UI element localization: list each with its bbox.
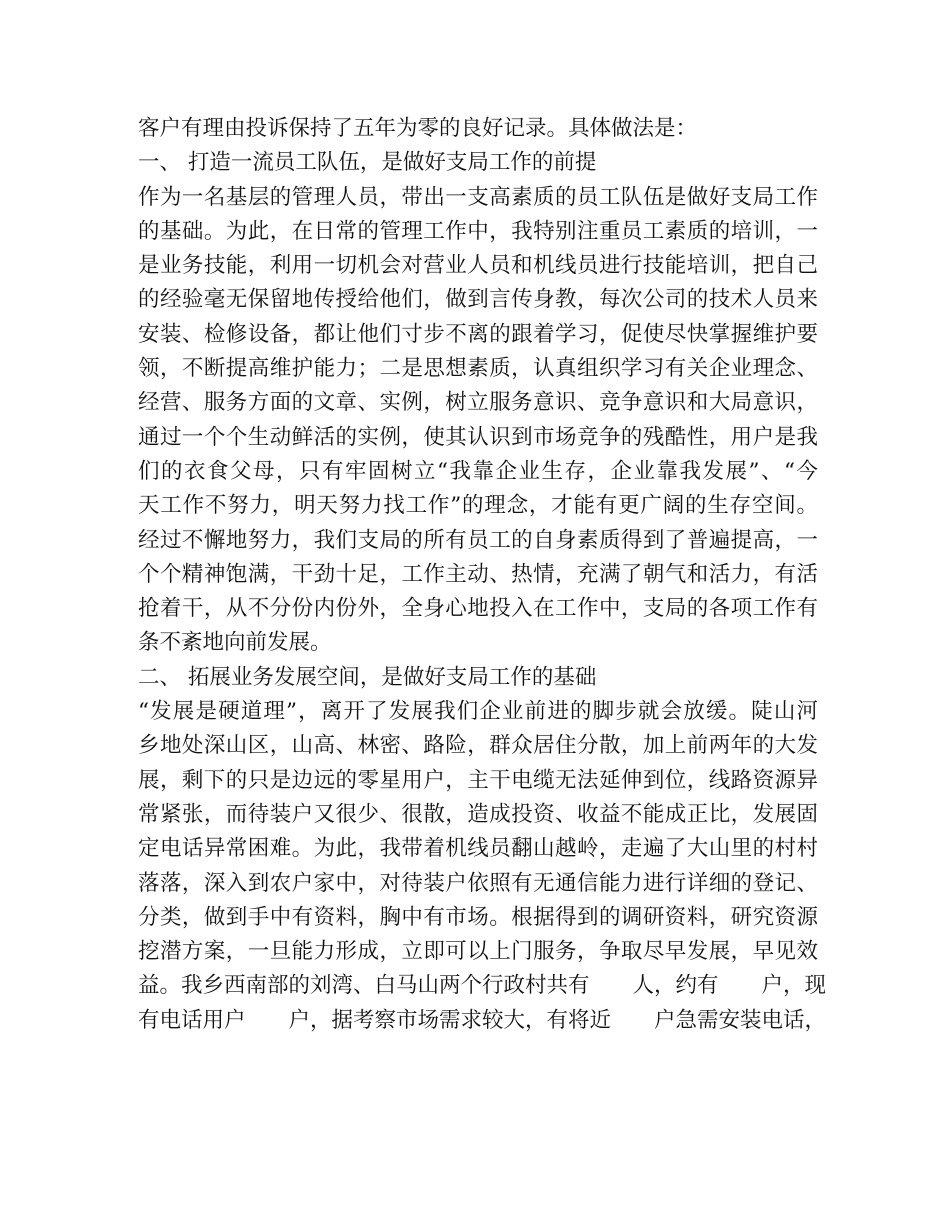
text-line: “发展是硬道理”，离开了发展我们企业前进的脚步就会放缓。陡山河 bbox=[138, 699, 818, 725]
text-line: 常紧张，而待装户又很少、很散，造成投资、收益不能成正比，发展固 bbox=[138, 801, 818, 827]
text-line: 客户有理由投诉保持了五年为零的良好记录。具体做法是： bbox=[138, 116, 698, 141]
text-line: 是业务技能，利用一切机会对营业人员和机线员进行技能培训，把自己 bbox=[138, 253, 818, 279]
text-line: 经过不懈地努力，我们支局的所有员工的自身素质得到了普遍提高，一 bbox=[138, 527, 818, 553]
text-line: 领，不断提高维护能力；二是思想素质，认真组织学习有关企业理念、 bbox=[138, 356, 818, 382]
text-line: 通过一个个生动鲜活的实例，使其认识到市场竞争的残酷性，用户是我 bbox=[138, 424, 818, 450]
text-line: 安装、检修设备，都让他们寸步不离的跟着学习，促使尽快掌握维护要 bbox=[138, 321, 818, 347]
text-line: 的基础。为此，在日常的管理工作中，我特别注重员工素质的培训，一 bbox=[138, 218, 818, 244]
text-line: 挖潜方案，一旦能力形成，立即可以上门服务，争取尽早发展，早见效 bbox=[138, 939, 818, 965]
text-line: 落落，深入到农户家中，对待装户依照有无通信能力进行详细的登记、 bbox=[138, 870, 818, 896]
text-line: 有电话用户 户，据考察市场需求较大，有将近 户急需安装电话， bbox=[138, 1007, 827, 1033]
document-body bbox=[138, 112, 827, 1038]
text-line: 抢着干，从不分份内份外，全身心地投入在工作中，支局的各项工作有 bbox=[138, 596, 818, 622]
section-heading-2: 二、 拓展业务发展空间，是做好支局工作的基础 bbox=[138, 664, 597, 690]
text-line: 展，剩下的只是边远的零星用户，主干电缆无法延伸到位，线路资源异 bbox=[138, 767, 818, 793]
text-line: 经营、服务方面的文章、实例，树立服务意识、竞争意识和大局意识， bbox=[138, 390, 818, 416]
text-line: 们的衣食父母，只有牢固树立“我靠企业生存，企业靠我发展”、“今 bbox=[138, 458, 818, 484]
text-line: 分类，做到手中有资料，胸中有市场。根据得到的调研资料，研究资源 bbox=[138, 904, 818, 930]
text-line: 条不紊地向前发展。 bbox=[138, 630, 332, 656]
text-line: 作为一名基层的管理人员，带出一支高素质的员工队伍是做好支局工作 bbox=[138, 184, 818, 210]
section-heading-1: 一、 打造一流员工队伍，是做好支局工作的前提 bbox=[138, 150, 597, 176]
text-line: 益。我乡西南部的刘湾、白马山两个行政村共有 人，约有 户，现 bbox=[138, 973, 827, 999]
text-line: 乡地处深山区，山高、林密、路险，群众居住分散，加上前两年的大发 bbox=[138, 733, 818, 759]
text-line: 个个精神饱满，干劲十足，工作主动、热情，充满了朝气和活力，有活 bbox=[138, 561, 818, 587]
text-line: 的经验毫无保留地传授给他们，做到言传身教，每次公司的技术人员来 bbox=[138, 287, 818, 313]
text-line: 天工作不努力，明天努力找工作”的理念，才能有更广阔的生存空间。 bbox=[138, 493, 818, 519]
text-line: 定电话异常困难。为此，我带着机线员翻山越岭，走遍了大山里的村村 bbox=[138, 836, 818, 862]
